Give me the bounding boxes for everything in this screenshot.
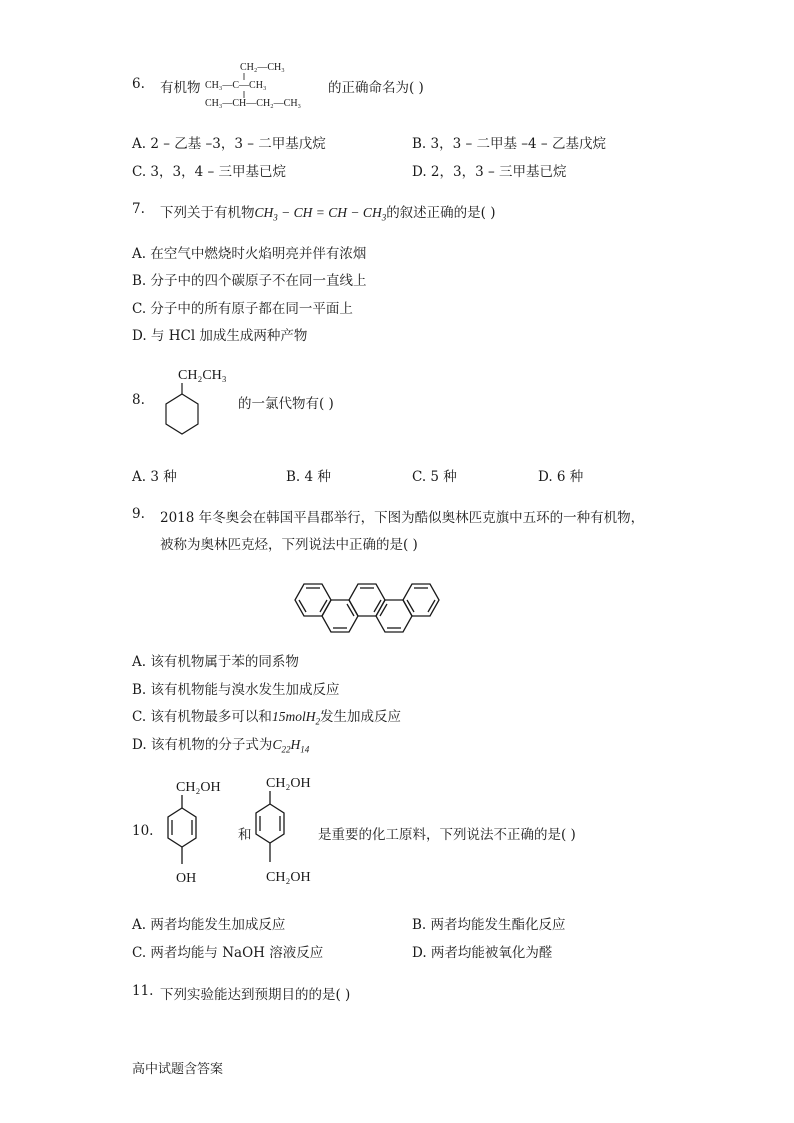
q10-conj: 和 bbox=[238, 827, 252, 843]
q7-prefix: 下列关于有机物 bbox=[160, 205, 255, 221]
q11-text: 下列实验能达到预期目的的是( ) bbox=[160, 987, 351, 1003]
q8-option-b[interactable]: B. 4 种 bbox=[286, 469, 331, 485]
q10-option-d[interactable]: D. 两者均能被氧化为醛 bbox=[412, 945, 553, 961]
q8-struct-label: CH₂CH₃ bbox=[178, 368, 227, 383]
q9-option-d[interactable] bbox=[132, 733, 309, 755]
q8-option-a[interactable]: A. 3 种 bbox=[132, 469, 177, 485]
q10-option-a[interactable]: A. 两者均能发生加成反应 bbox=[132, 917, 286, 933]
q6-option-a[interactable]: A. 2 – 乙基 –3，3 – 二甲基戊烷 bbox=[132, 136, 326, 152]
q9-option-c-text: C. 该有机物最多可以和 bbox=[132, 709, 272, 725]
q10-option-c[interactable]: C. 两者均能与 NaOH 溶液反应 bbox=[132, 945, 324, 961]
q8-option-d[interactable]: D. 6 种 bbox=[538, 469, 584, 485]
page-footer: 高中试题含答案 bbox=[132, 1062, 224, 1077]
q10-right-top-label: CH₂OH bbox=[266, 776, 311, 791]
q8-cyclohexane-structure bbox=[160, 364, 240, 439]
q9-option-d-formula: $C_{22}H_{14}$ bbox=[272, 737, 310, 755]
q7-option-a[interactable]: A. 在空气中燃烧时火焰明亮并伴有浓烟 bbox=[132, 246, 367, 262]
q7-option-c[interactable]: C. 分子中的所有原子都在同一平面上 bbox=[132, 301, 353, 317]
q7-number: 7. bbox=[132, 201, 145, 217]
q10-right-bottom-label: CH₂OH bbox=[266, 870, 311, 885]
q9-option-c-formula: 15molH$_2$ bbox=[271, 709, 320, 727]
q7-option-d[interactable]: D. 与 HCl 加成生成两种产物 bbox=[132, 328, 308, 344]
q7-option-b[interactable]: B. 分子中的四个碳原子不在同一直线上 bbox=[132, 273, 367, 289]
q6-structure bbox=[200, 58, 335, 110]
q10-left-structure bbox=[164, 772, 244, 890]
q9-line2: 被称为奥林匹克烃，下列说法中正确的是( ) bbox=[160, 537, 418, 553]
q10-number: 10. bbox=[132, 823, 154, 839]
q6-option-d[interactable]: D. 2，3，3 – 三甲基已烷 bbox=[412, 164, 567, 180]
q10-option-b[interactable]: B. 两者均能发生酯化反应 bbox=[412, 917, 566, 933]
q6-struct-line-1: CH₂—CH₃ bbox=[240, 62, 285, 73]
q6-option-b[interactable]: B. 3，3 – 二甲基 –4 – 乙基戊烷 bbox=[412, 136, 606, 152]
q9-option-b[interactable]: B. 该有机物能与溴水发生加成反应 bbox=[132, 682, 340, 698]
q6-struct-line-2: CH₃—C—CH₃ bbox=[205, 80, 267, 91]
q7-formula: $CH_3$ − CH = CH − $CH_3$ bbox=[254, 205, 387, 223]
q6-prefix: 有机物 bbox=[160, 80, 201, 96]
q9-option-a[interactable]: A. 该有机物属于苯的同系物 bbox=[132, 654, 299, 670]
q10-left-bottom-label: OH bbox=[176, 871, 197, 886]
q9-option-c-suffix: 发生加成反应 bbox=[319, 709, 401, 725]
q9-option-c[interactable] bbox=[132, 705, 401, 727]
q10-suffix: 是重要的化工原料，下列说法不正确的是( ) bbox=[318, 827, 576, 843]
q6-struct-line-3: CH₃—CH—CH₂—CH₃ bbox=[205, 98, 302, 109]
q6-suffix: 的正确命名为( ) bbox=[328, 80, 424, 96]
q11-number: 11. bbox=[132, 983, 154, 999]
q9-olympicene-structure bbox=[280, 572, 510, 642]
q6-option-c[interactable]: C. 3，3，4 – 三甲基已烷 bbox=[132, 164, 287, 180]
q8-option-c[interactable]: C. 5 种 bbox=[412, 469, 457, 485]
q9-number: 9. bbox=[132, 506, 145, 522]
q8-number: 8. bbox=[132, 392, 145, 408]
q7-suffix: 的叙述正确的是( ) bbox=[386, 205, 496, 221]
q7-line bbox=[160, 201, 496, 223]
q8-suffix: 的一氯代物有( ) bbox=[238, 396, 334, 412]
q10-left-top-label: CH₂OH bbox=[176, 780, 221, 795]
q6-number: 6. bbox=[132, 76, 145, 92]
q9-option-d-text: D. 该有机物的分子式为 bbox=[132, 737, 273, 753]
q9-line1: 2018 年冬奥会在韩国平昌郡举行，下图为酷似奥林匹克旗中五环的一种有机物， bbox=[160, 510, 645, 526]
